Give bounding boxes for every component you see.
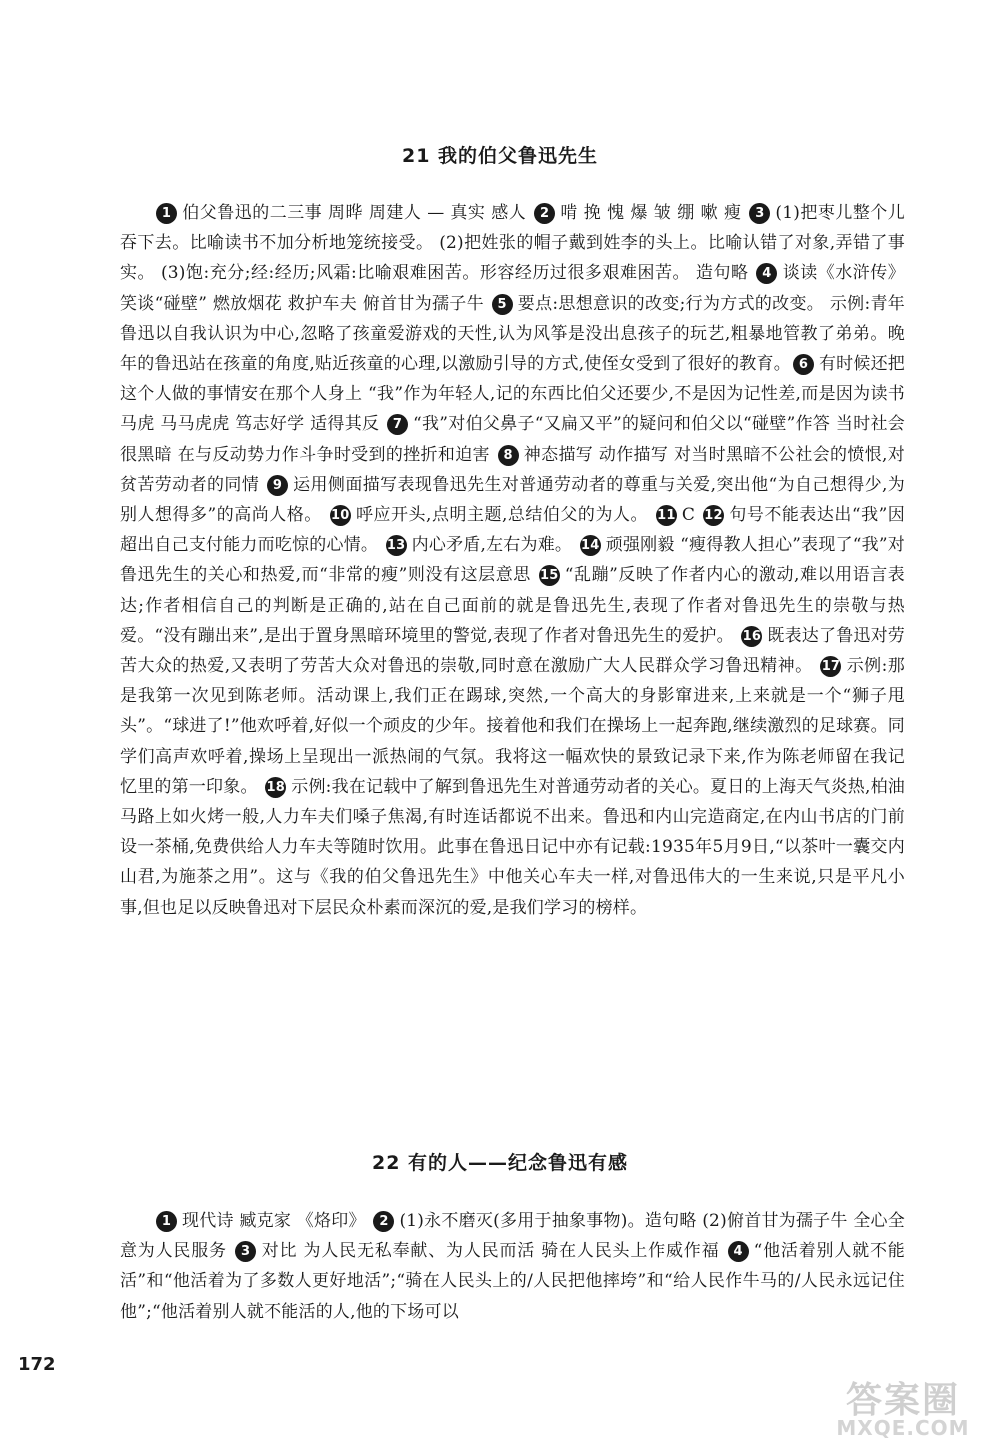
answer-number-badge: 6 <box>793 354 814 375</box>
answer-text: 句号不能表达出“我”因超出自己支付能力而吃惊的心情。 <box>120 505 905 556</box>
section-22-title: 22 有的人——纪念鲁迅有感 <box>371 1152 629 1174</box>
answer-text: “乱蹦”反映了作者内心的激动,难以用语言表达;作者相信自己的判断是正确的,站在自己面前的就是鲁迅先生,表现了作者对鲁迅先生的崇敬与热爱。“没有蹦出来”,是出于置身黑暗环境里的警觉,表现了作者对鲁迅先生的爱护。 <box>120 565 905 646</box>
watermark-url: MXQE.COM <box>836 1416 970 1440</box>
answer-number-badge: 7 <box>387 414 408 435</box>
answer-number-badge: 1 <box>156 203 177 224</box>
answer-text: (1)永不磨灭(多用于抽象事物)。造句略 (2)俯首甘为孺子牛 全心全意为人民服务 <box>120 1211 906 1262</box>
answer-number-badge: 1 <box>156 1211 177 1232</box>
answer-text: 对比 为人民无私奉献、为人民而活 骑在人民头上作威作福 <box>261 1241 726 1262</box>
answer-number-badge: 13 <box>386 535 407 556</box>
answer-text: 有时候还把这个人做的事情安在那个人身上 “我”作为年轻人,记的东西比伯父还要少,不是因为记性差,而是因为读书马虎 马马虎虎 笃志好学 适得其反 <box>120 354 906 435</box>
watermark-logo <box>812 1372 994 1442</box>
page-number: 172 <box>18 1354 56 1375</box>
answer-number-badge: 17 <box>820 656 841 677</box>
answer-number-badge: 15 <box>539 565 560 586</box>
answer-number-badge: 14 <box>580 535 601 556</box>
answer-text: 呼应开头,点明主题,总结伯父的为人。 <box>355 505 654 526</box>
answer-text: (1)把枣儿整个儿吞下去。比喻读书不加分析地笼统接受。 (2)把姓张的帽子戴到姓李的头上。比喻认错了对象,弄错了事实。 (3)饱:充分;经:经历;风霜:比喻艰难困苦。形容经历过很多艰难困苦。 造句略 <box>120 203 905 284</box>
section-22-answers <box>120 1206 905 1327</box>
answer-number-badge: 12 <box>703 505 724 526</box>
answer-text: 运用侧面描写表现鲁迅先生对普通劳动者的尊重与关爱,突出他“为自己想得少,为别人想得多”的高尚人格。 <box>120 474 905 526</box>
answer-number-badge: 4 <box>728 1241 749 1262</box>
section-21-title: 21 我的伯父鲁迅先生 <box>401 145 599 167</box>
answer-text: 顽强刚毅 “瘦得教人担心”表现了“我”对鲁迅先生的关心和热爱,而“非常的瘦”则没有这层意思 <box>120 535 905 586</box>
section-21-answers <box>120 198 905 923</box>
answer-text: 神态描写 动作描写 对当时黑暗不公社会的愤恨,对贫苦劳动者的同情 <box>120 444 905 495</box>
answer-text: 示例:那是我第一次见到陈老师。活动课上,我们正在踢球,突然,一个高大的身影窜进来,上来就是一个“狮子甩头”。“球进了!”他欢呼着,好似一个顽皮的少年。接着他和我们在操场上一起奔跑,继续激烈的足球赛。同学们高声欢呼着,操场上呈现出一派热闹的气氛。我将这一幅欢快的景致记录下来,作为陈老师留在我记忆里的第一印象。 <box>120 656 905 797</box>
answer-number-badge: 10 <box>330 505 351 526</box>
answer-number-badge: 3 <box>749 203 770 224</box>
answer-text: 内心矛盾,左右为难。 <box>411 535 578 556</box>
answer-number-badge: 18 <box>265 777 286 798</box>
answer-number-badge: 2 <box>373 1211 394 1232</box>
answer-text: 既表达了鲁迅对劳苦大众的热爱,又表明了劳苦大众对鲁迅的崇敬,同时意在激励广大人民群众学习鲁迅精神。 <box>120 625 906 677</box>
answer-text: 现代诗 臧克家 《烙印》 <box>182 1211 372 1231</box>
answer-text: C <box>681 505 702 526</box>
answer-number-badge: 5 <box>492 294 513 315</box>
watermark-logo-text: 答案圈 <box>845 1380 960 1421</box>
answer-number-badge: 4 <box>756 263 777 284</box>
answer-number-badge: 2 <box>534 203 555 224</box>
answer-number-badge: 3 <box>235 1241 256 1262</box>
answer-number-badge: 16 <box>741 626 762 647</box>
answer-number-badge: 11 <box>656 505 677 526</box>
answer-text: 伯父鲁迅的二三事 周晔 周建人 — 真实 感人 <box>182 203 533 223</box>
answer-text: “我”对伯父鼻子“又扁又平”的疑问和伯父以“碰壁”作答 当时社会很黑暗 在与反动势力作斗争时受到的挫折和迫害 <box>120 414 906 465</box>
answer-text: 谈读《水浒传》 笑谈“碰壁” 燃放烟花 救护车夫 俯首甘为孺子牛 <box>120 263 906 314</box>
answer-number-badge: 9 <box>267 475 288 496</box>
answer-number-badge: 8 <box>498 445 519 466</box>
answer-text: 啃 挽 愧 爆 皱 绷 嗽 瘦 <box>560 203 748 223</box>
answer-text: 示例:我在记载中了解到鲁迅先生对普通劳动者的关心。夏日的上海天气炎热,柏油马路上如火烤一般,人力车夫们嗓子焦渴,有时连话都说不出来。鲁迅和内山完造商定,在内山书店的门前设一茶桶,免费供给人力车夫等随时饮用。此事在鲁迅日记中亦有记载:1935年5月9日,“以茶叶一囊交内山君,为施茶之用”。这与《我的伯父鲁迅先生》中他关心车夫一样,对鲁迅伟大的一生来说,只是平凡小事,但也足以反映鲁迅对下层民众朴素而深沉的爱,是我们学习的榜样。 <box>120 776 905 918</box>
answer-text: 要点:思想意识的改变;行为方式的改变。 示例:青年鲁迅以自我认识为中心,忽略了孩童爱游戏的天性,认为风筝是没出息孩子的玩艺,粗暴地管教了弟弟。晚年的鲁迅站在孩童的角度,贴近孩童的心理,以激励引导的方式,使侄女受到了很好的教育。 <box>120 293 906 375</box>
answer-text: “他活着别人就不能活”和“他活着为了多数人更好地活”;“骑在人民头上的/人民把他摔垮”和“给人民作牛马的/人民永远记住他”;“他活着别人就不能活的人,他的下场可以 <box>120 1241 906 1322</box>
